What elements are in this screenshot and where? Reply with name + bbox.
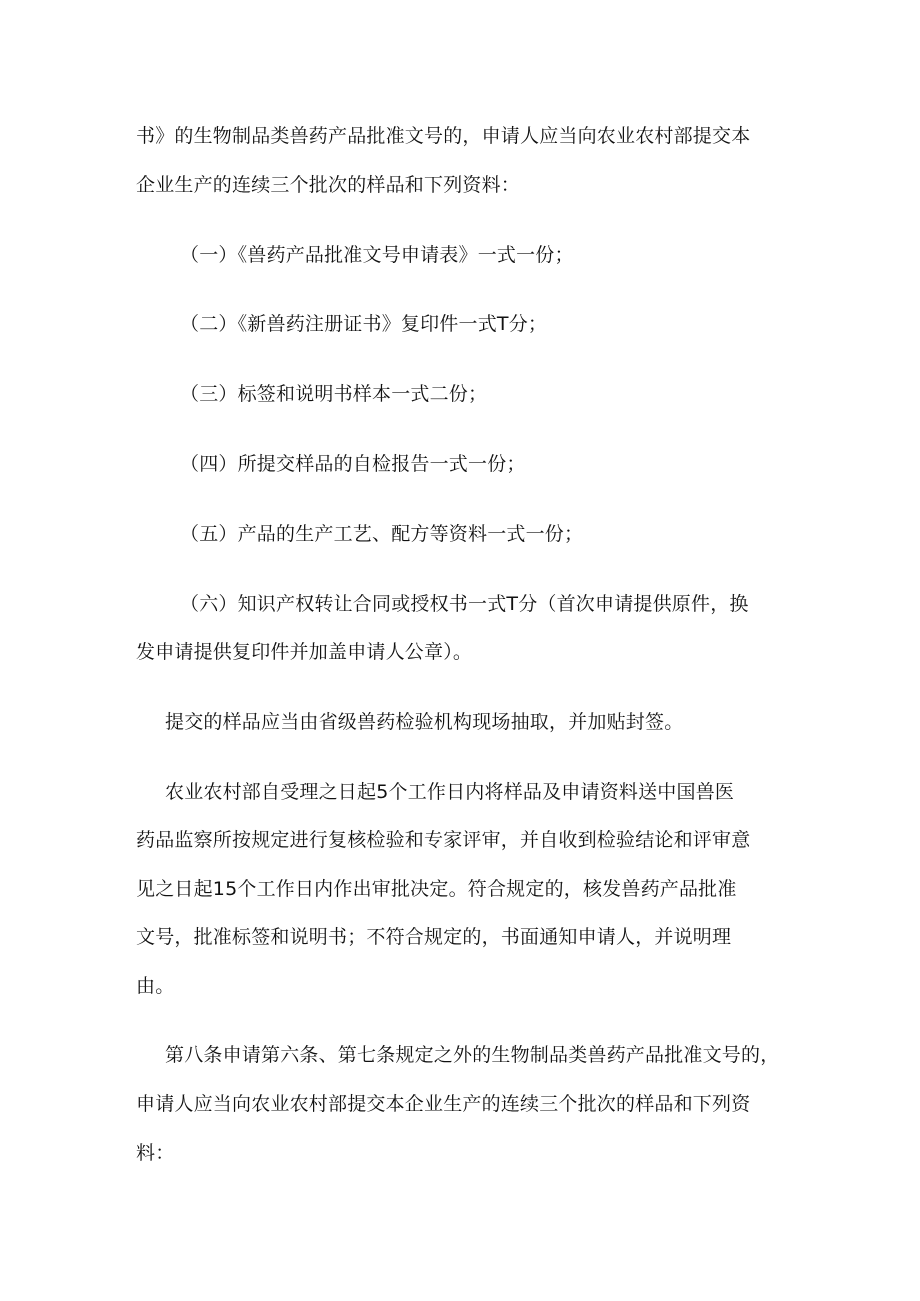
text-line: 发申请提供复印件并加盖申请人公章）。 xyxy=(136,641,473,663)
paragraph-line: 文号，批准标签和说明书；不符合规定的，书面通知申请人，并说明理 xyxy=(136,926,732,948)
paragraph-line: 药品监察所按规定进行复核检验和专家评审，并自收到检验结论和评审意 xyxy=(136,829,751,851)
article-line: 料： xyxy=(136,1142,175,1164)
list-item: （四）所提交样品的自检报告一式一份； xyxy=(180,453,526,475)
text-line: 企业生产的连续三个批次的样品和下列资料： xyxy=(136,174,521,196)
paragraph-line: 农业农村部自受理之日起5个工作日内将样品及申请资料送中国兽医 xyxy=(165,781,735,803)
paragraph-line: 提交的样品应当由省级兽药检验机构现场抽取，并加贴封签。 xyxy=(165,711,684,733)
paragraph-line: 由。 xyxy=(136,975,175,997)
list-item: （六）知识产权转让合同或授权书一式T分（首次申请提供原件，换 xyxy=(180,593,749,615)
list-item: （二）《新兽药注册证书》复印件一式T分； xyxy=(180,313,548,335)
list-item: （五）产品的生产工艺、配方等资料一式一份； xyxy=(180,523,584,545)
list-item: （一）《兽药产品批准文号申请表》一式一份； xyxy=(180,244,574,266)
list-item: （三）标签和说明书样本一式二份； xyxy=(180,383,488,405)
text-line: 书》的生物制品类兽药产品批准文号的，申请人应当向农业农村部提交本 xyxy=(136,125,751,147)
paragraph-line: 见之日起15个工作日内作出审批决定。符合规定的，核发兽药产品批准 xyxy=(136,878,737,900)
article-line: 申请人应当向农业农村部提交本企业生产的连续三个批次的样品和下列资 xyxy=(136,1093,751,1115)
article-line: 第八条申请第六条、第七条规定之外的生物制品类兽药产品批准文号的， xyxy=(165,1044,780,1066)
